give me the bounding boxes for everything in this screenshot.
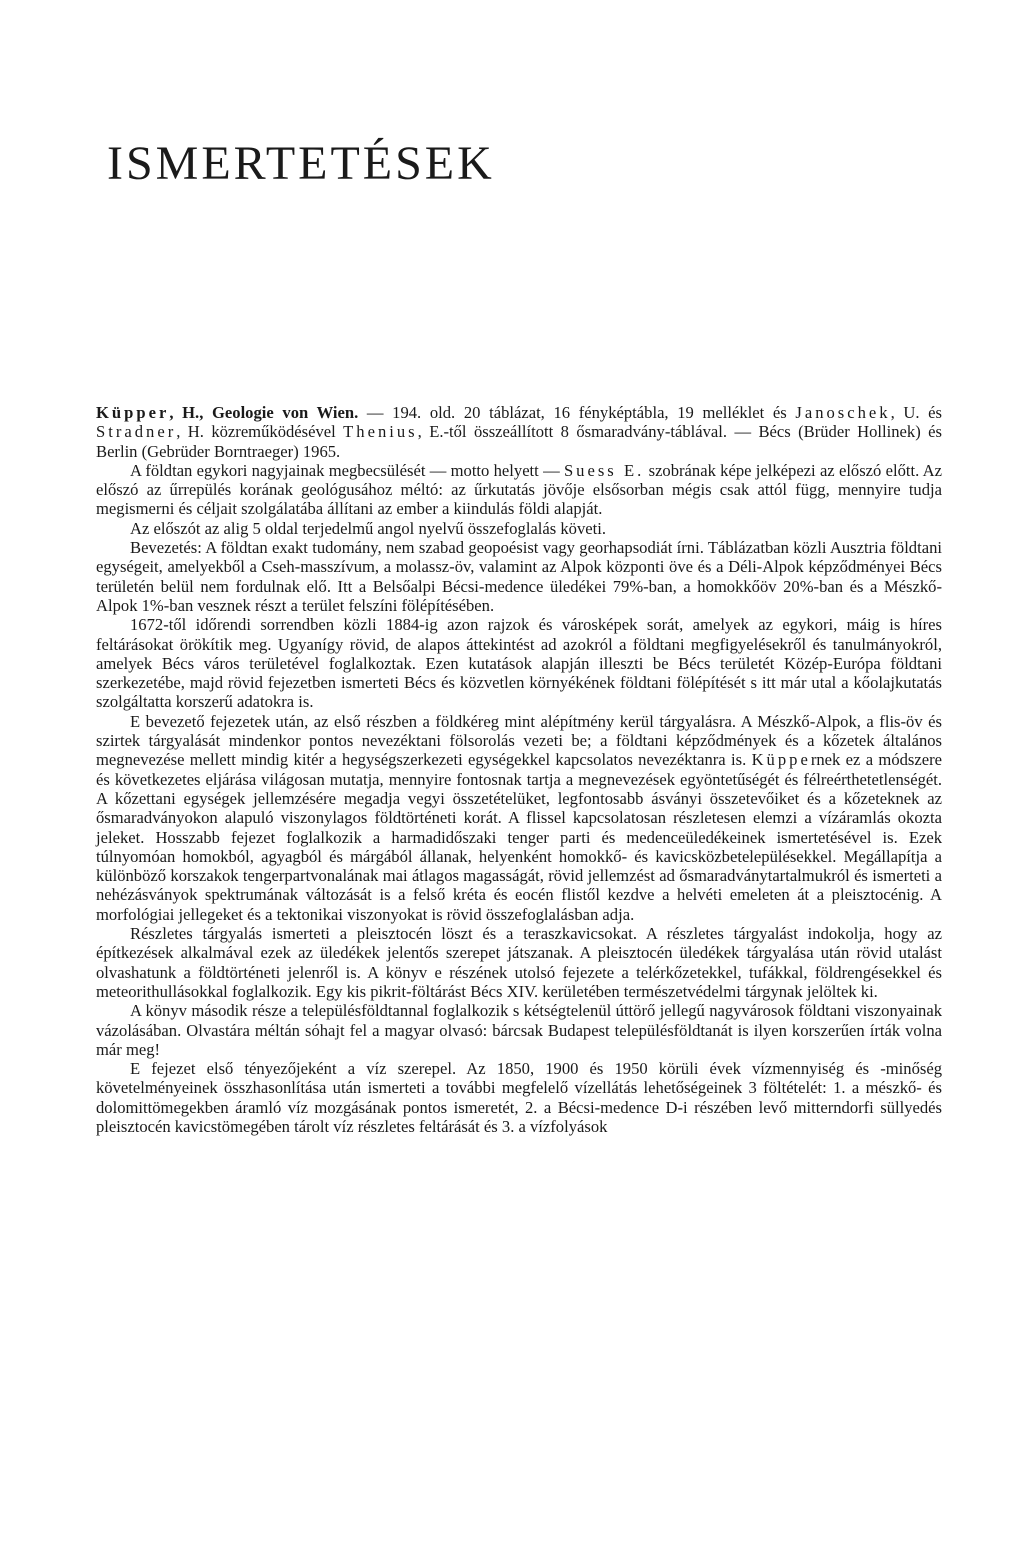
citation-meta-2: , U. és [890,403,942,422]
paragraph-8: E fejezet első tényezőjeként a víz szerepel. Az 1850, 1900 és 1950 körüli évek vízmennyiség és -minőség követelményeinek összhasonlítása után ismerteti a további megfelelő vízellátás lehetőségeinek 3 föltételét: 1. a mészkő- és dolomittömegekben áramló víz mozgásának pontos ismeretét, 2. a Bécsi-medence D-i részében levő mitterndorfi süllyedés pleisztocén kavicstömegében tárolt víz részletes feltárását és 3. a vízfolyások [96,1059,942,1136]
paragraph-1-b: szobrának képe jelképezi az előszó előtt. Az előszó az űrrepülés korának geológusához méltó: az űrkutatás jövője elsősorban mégis csak attól függ, mennyire tudja megismerni és céljait szolgálatába állítani az ember a kiindulás földi alapját. [96,460,942,519]
paragraph-6: Részletes tárgyalás ismerteti a pleisztocén löszt és a teraszkavicsokat. A részletes tárgyalást indokolja, hogy az építkezések alkalmával ezek az üledékek jelentős szerepet játszanak. A pleisztocén üledékek tárgyalása után rövid utalást olvashatunk a földtörténeti jelenről is. A könyv e részének utolsó fejezete a telérkőzetekkel, tufákkal, földrengésekkel és meteorithullásokkal foglalkozik. Egy kis pikrit-föltárást Bécs XIV. kerületében természetvédelmi tárgynak jelöltek ki. [96,924,942,1001]
citation-meta-4: , E.-től összeállított 8 ősmaradvány-táblával. — Bécs (Brüder Hollinek) és Berlin (Gebrüder Borntraeger) 1965. [96,422,942,461]
paragraph-1 [96,461,942,519]
paragraph-4: 1672-től időrendi sorrendben közli 1884-ig azon rajzok és városképek sorát, amelyek az egykori, máig is híres feltárásokat örökítik meg. Ugyanígy rövid, de alapos áttekintést ad azokról a földtani megfigyelésekről és tanulmányokról, amelyek Bécs város területével foglalkoztak. Ezen kutatások alapján illeszti be Bécs területét Közép-Európa földtani szerkezetébe, majd rövid fejezetben ismerteti Bécs és közvetlen környékének földtani fölépítését s itt már utal a kőolajkutatás szolgáltatta korszerű adatokra is. [96,615,942,712]
contributor-thenius: Thenius [343,422,418,442]
book-title: , H., Geologie von Wien. [169,403,359,422]
contributor-janoschek: Janoschek [795,403,891,422]
paragraph-1-a: A földtan egykori nagyjainak megbecsülését — motto helyett — [130,460,564,480]
citation-meta-3: , H. közreműködésével [176,422,344,442]
name-kupper: Küppe [751,750,811,770]
review-citation [96,403,942,461]
paragraph-5-a: E bevezető fejezetek után, az első részben a földkéreg mint alépítmény kerül tárgyalásra. A Mészkő-Alpok, a flis-öv és szirtek tárgyalását mindenkor pontos nevezéktani fölsorolás vezeti be; a földtani képződmények és a kőzetek általános megnevezése mellett mindig kitér a hegységszerkezeti egységekkel kapcsolatos nevezéktanra is. [96,711,942,770]
paragraph-2: Az előszót az alig 5 oldal terjedelmű angol nyelvű összefoglalás követi. [130,518,607,538]
name-suess: Suess E. [563,460,645,480]
review-body [96,403,942,1136]
paragraph-5-b: rnek ez a módszere és következetes eljárása világosan mutatja, mennyire fontosnak tartja a megnevezések egyöntetűségét és félreérthetetlenségét. A kőzettani egységek jellemzésére megadja vegyi összetételüket, legfontosabb ásványi összetevőiket és a kőzeteknek az ősmaradványokon alapuló viszonylagos földtörténeti korát. A flissel kapcsolatosan részletesen elemzi a vízáramlás okozta jeleket. Hosszabb fejezet foglalkozik a harmadidőszaki tenger parti és medenceüledékeinek ismertetésével is. Ezek túlnyomóan homokból, agyagból és márgából állanak, helyenként homokkő- és kavicsközbetelepülésekkel. Megállapítja a különböző korszakok tengerpartvonalának mai átlagos magasságát, rövid jellemzést ad ősmaradványtartalmukról és ismerteti a nehézásványok spektrumának változását is a felső kréta és eocén flistől kezdve a helvéti emeleten át a pleisztocénig. A morfológiai jellegeket és a tektonikai viszonyokat is rövid összefoglalásban adja. [96,750,943,924]
citation-meta-1: — 194. old. 20 táblázat, 16 fényképtábla, 19 melléklet és [358,403,796,422]
contributor-stradner: Stradner [96,422,177,442]
paragraph-3: Bevezetés: A földtan exakt tudomány, nem szabad geopoésist vagy georhapsodiát írni. Táblázatban közli Ausztria földtani egységeit, amelyekből a Cseh-masszívum, a molassz-öv, valamint az Alpok központi öve és a Déli-Alpok képződményei Bécs területén belül nem fordulnak elő. Itt a Belsőalpi Bécsi-medence üledékei 79%-ban, a homokkőöv 20%-ban és a Mészkő-Alpok 1%-ban vesznek részt a terület felszíni fölépítésében. [96,538,942,615]
author-name: Küpper [96,403,170,422]
paragraph-7: A könyv második része a településföldtannal foglalkozik s kétségtelenül úttörő jellegű nagyvárosok földtani viszonyainak vázolásában. Olvastára méltán sóhajt fel a magyar olvasó: bárcsak Budapest településföldtanát is ilyen korszerűen írták volna már meg! [96,1001,942,1059]
paragraph-5 [96,712,942,924]
page-heading: ISMERTETÉSEK [107,137,495,190]
